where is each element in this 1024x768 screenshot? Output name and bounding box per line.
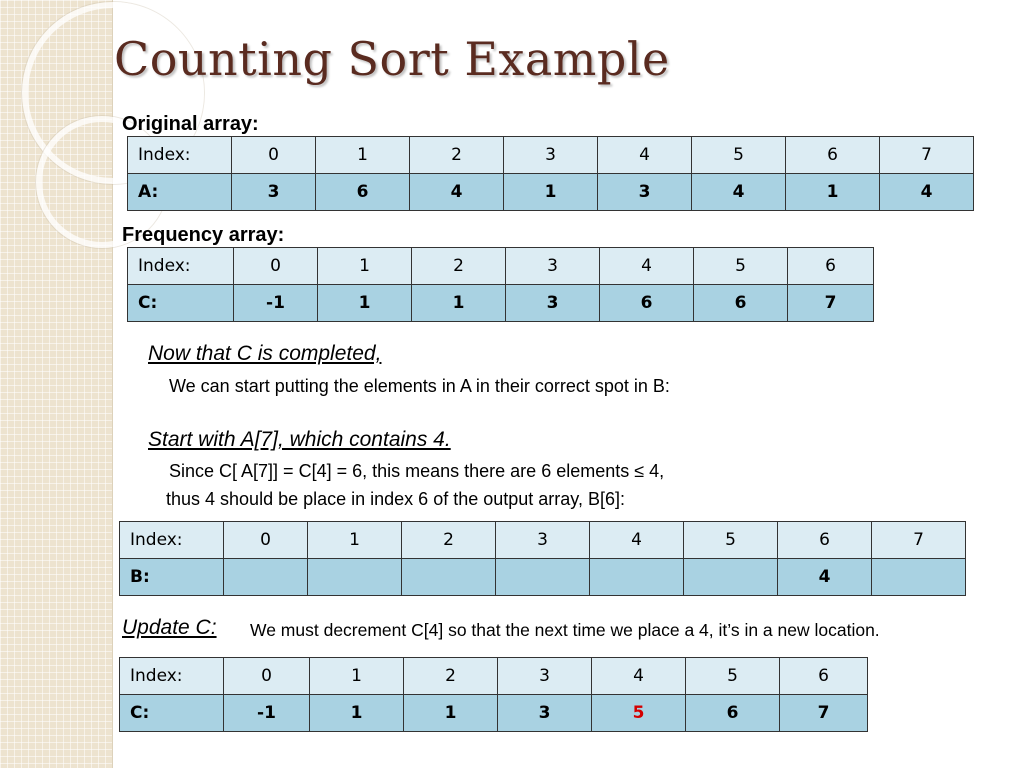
index-cell: 2 — [410, 137, 504, 174]
value-cell — [402, 559, 496, 596]
updated-frequency-table — [119, 657, 868, 732]
value-cell-updated: 5 — [592, 695, 686, 732]
value-row — [120, 559, 966, 596]
index-cell: 4 — [590, 522, 684, 559]
value-row — [128, 285, 874, 322]
index-cell: 7 — [880, 137, 974, 174]
value-cell — [496, 559, 590, 596]
value-cell: 1 — [404, 695, 498, 732]
value-cell: 6 — [316, 174, 410, 211]
value-cell — [872, 559, 966, 596]
value-cell: 6 — [694, 285, 788, 322]
value-cell: 1 — [310, 695, 404, 732]
index-cell: 1 — [308, 522, 402, 559]
index-header: Index: — [120, 658, 224, 695]
row-header: C: — [128, 285, 234, 322]
value-cell: 4 — [692, 174, 786, 211]
index-cell: 2 — [404, 658, 498, 695]
value-cell: -1 — [224, 695, 310, 732]
index-cell: 5 — [694, 248, 788, 285]
value-cell: 7 — [788, 285, 874, 322]
index-cell: 6 — [778, 522, 872, 559]
start-putting-text: We can start putting the elements in A in their correct spot in B: — [169, 376, 670, 396]
index-cell: 0 — [224, 658, 310, 695]
value-cell: 6 — [686, 695, 780, 732]
index-cell: 4 — [600, 248, 694, 285]
row-header: B: — [120, 559, 224, 596]
value-cell: 1 — [786, 174, 880, 211]
value-cell: 3 — [598, 174, 692, 211]
value-cell — [684, 559, 778, 596]
row-header: C: — [120, 695, 224, 732]
index-cell: 6 — [788, 248, 874, 285]
update-c-label: Update C: — [122, 616, 217, 639]
value-row — [120, 695, 868, 732]
start-with-text: Start with A[7], which contains 4. — [148, 428, 451, 451]
index-cell: 3 — [498, 658, 592, 695]
index-row — [120, 522, 966, 559]
value-cell — [590, 559, 684, 596]
index-cell: 5 — [692, 137, 786, 174]
index-cell: 4 — [592, 658, 686, 695]
index-cell: 3 — [504, 137, 598, 174]
since-text: Since C[ A[7]] = C[4] = 6, this means there are 6 elements ≤ 4, — [169, 461, 665, 481]
value-row — [128, 174, 974, 211]
index-cell: 4 — [598, 137, 692, 174]
index-cell: 0 — [224, 522, 308, 559]
decrement-text: We must decrement C[4] so that the next time we place a 4, it’s in a new location. — [250, 620, 880, 640]
value-cell: 4 — [410, 174, 504, 211]
value-cell: 3 — [232, 174, 316, 211]
value-cell: 1 — [504, 174, 598, 211]
index-cell: 1 — [316, 137, 410, 174]
slide-title: Counting Sort Example — [114, 32, 670, 86]
thus-text: thus 4 should be place in index 6 of the output array, B[6]: — [166, 489, 625, 509]
value-cell: 4 — [880, 174, 974, 211]
now-completed-text: Now that C is completed, — [148, 342, 382, 365]
index-header: Index: — [128, 137, 232, 174]
index-cell: 3 — [506, 248, 600, 285]
row-header: A: — [128, 174, 232, 211]
index-cell: 6 — [786, 137, 880, 174]
index-row — [128, 137, 974, 174]
original-array-table — [127, 136, 974, 211]
index-header: Index: — [120, 522, 224, 559]
index-row — [128, 248, 874, 285]
value-cell: 3 — [506, 285, 600, 322]
value-cell: 1 — [318, 285, 412, 322]
index-cell: 1 — [310, 658, 404, 695]
value-cell — [224, 559, 308, 596]
index-cell: 0 — [234, 248, 318, 285]
index-cell: 5 — [684, 522, 778, 559]
index-cell: 0 — [232, 137, 316, 174]
index-cell: 6 — [780, 658, 868, 695]
original-array-label: Original array: — [122, 113, 259, 135]
value-cell: 1 — [412, 285, 506, 322]
index-cell: 5 — [686, 658, 780, 695]
index-cell: 7 — [872, 522, 966, 559]
value-cell: -1 — [234, 285, 318, 322]
value-cell: 3 — [498, 695, 592, 732]
index-row — [120, 658, 868, 695]
output-array-table — [119, 521, 966, 596]
frequency-array-label: Frequency array: — [122, 224, 285, 246]
index-cell: 2 — [412, 248, 506, 285]
value-cell: 7 — [780, 695, 868, 732]
value-cell: 6 — [600, 285, 694, 322]
value-cell — [308, 559, 402, 596]
index-cell: 1 — [318, 248, 412, 285]
index-cell: 3 — [496, 522, 590, 559]
index-cell: 2 — [402, 522, 496, 559]
frequency-array-table — [127, 247, 874, 322]
index-header: Index: — [128, 248, 234, 285]
value-cell: 4 — [778, 559, 872, 596]
